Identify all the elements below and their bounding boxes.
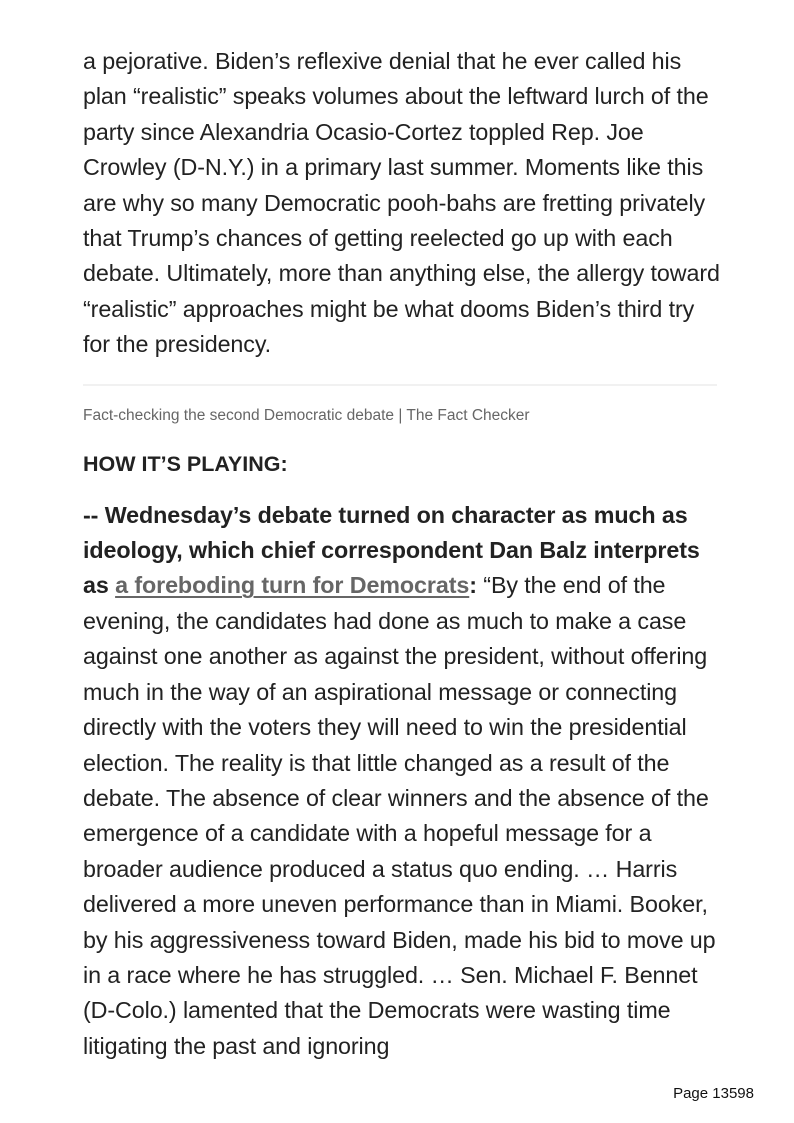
section-divider [83,384,717,386]
section-heading: HOW IT’S PLAYING: [83,451,288,476]
quote-text: “By the end of the evening, the candidates had done as much to make a case against one another as against the president, without offering much in the way of an aspirational message or connecting directly with the voters they will need to win the presidential election. The reality is that little changed as a result of the debate. The absence of clear winners and the absence of the emergence of a candidate with a hopeful message for a broader audience produced a status quo ending. … Harris delivered a more uneven performance than in Miami. Booker, by his aggressiveness toward Biden, made his bid to move up in a race where he has struggled. … Sen. Michael F. Bennet (D-Colo.) lamented that the Democrats were wasting time litigating the past and ignoring [83,572,716,1059]
video-caption: Fact-checking the second Democratic debate | The Fact Checker [83,406,530,424]
page-number: Page 13598 [673,1085,754,1102]
lead-bold-text: -- Wednesday’s debate turned on character as much as ideology, which chief correspondent Dan Balz interprets as [83,501,700,599]
article-body [83,44,723,1064]
foreboding-turn-link[interactable]: a foreboding turn for Democrats [115,572,470,599]
intro-paragraph: a pejorative. Biden’s reflexive denial that he ever called his plan “realistic” speaks volumes about the leftward lurch of the party since Alexandria Ocasio-Cortez toppled Rep. Joe Crowley (D-N.Y.) in a primary last summer. Moments like this are why so many Democratic pooh-bahs are fretting privately that Trump’s chances of getting reelected go up with each debate. Ultimately, more than anything else, the allergy toward “realistic” approaches might be what dooms Biden’s third try for the presidency. [83,48,720,358]
lead-colon: : [469,572,477,599]
analysis-paragraph [83,498,723,1065]
